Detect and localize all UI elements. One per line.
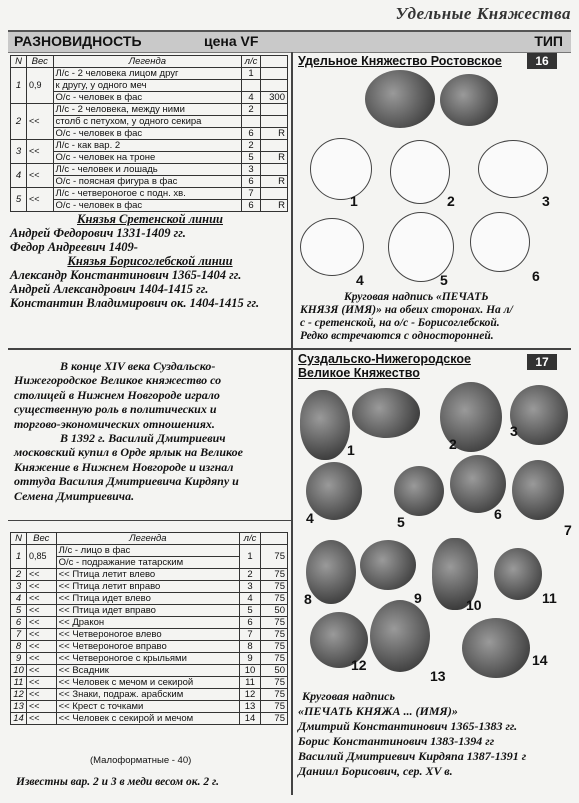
caption-line: Даниил Борисович, сер. XV в.	[298, 764, 453, 778]
coin-number: 1	[347, 442, 355, 458]
row-price: 75	[261, 581, 288, 593]
row-ls: 9	[240, 653, 261, 665]
section-17-title-line: Суздальско-Нижегородское	[298, 352, 471, 366]
col-header-legend: Легенда	[53, 56, 241, 68]
coin-number: 12	[351, 657, 367, 673]
row-price	[261, 140, 288, 152]
row-price	[261, 116, 288, 128]
row-weight: <<	[27, 581, 57, 593]
coin-photo	[306, 540, 356, 604]
coin-number: 11	[542, 590, 557, 606]
table-footnote: (Малоформатные - 40)	[90, 755, 192, 766]
row-ls: 7	[242, 188, 261, 200]
prince-line: Федор Андреевич 1409-	[10, 240, 138, 254]
row-weight: <<	[27, 140, 54, 164]
coin-number: 4	[356, 272, 364, 288]
section-17-title	[298, 352, 471, 380]
table-row	[11, 164, 288, 176]
row-ls: 3	[242, 164, 261, 176]
coin-number: 3	[510, 423, 518, 439]
row-price: 75	[261, 569, 288, 581]
coin-number: 7	[564, 522, 572, 538]
row-ls: 6	[242, 128, 261, 140]
col-header-ls: л/с	[242, 56, 261, 68]
coin-photo	[352, 388, 420, 438]
row-price	[261, 80, 288, 92]
row-number: 2	[11, 104, 27, 140]
row-legend: << Знаки, подраж. арабским	[56, 689, 239, 701]
table-row	[11, 188, 288, 200]
row-price	[261, 104, 288, 116]
history-line: московский купил в Орде ярлык на Великое	[14, 445, 243, 460]
row-weight: <<	[27, 605, 57, 617]
coin-number: 10	[466, 597, 482, 613]
coin-number: 1	[350, 193, 358, 209]
table-row	[11, 689, 288, 701]
col-header-weight: Вес	[27, 533, 57, 545]
row-legend: << Крест с точками	[56, 701, 239, 713]
princes-list	[10, 212, 290, 310]
table-row	[11, 629, 288, 641]
row-ls	[242, 80, 261, 92]
coin-number: 6	[494, 506, 502, 522]
row-weight: <<	[27, 665, 57, 677]
row-ls: 6	[240, 617, 261, 629]
row-price: 75	[261, 629, 288, 641]
row-price: 75	[261, 545, 288, 569]
row-legend: Л/с - 2 человека лицом друг	[53, 68, 241, 80]
row-legend: << Птица идет влево	[56, 593, 239, 605]
table-row	[11, 665, 288, 677]
prince-line: Константин Владимирович ок. 1404-1415 гг.	[10, 296, 260, 310]
row-ls: 6	[242, 176, 261, 188]
coin-number: 9	[414, 590, 422, 606]
row-weight: <<	[27, 569, 57, 581]
row-number: 5	[11, 605, 27, 617]
rostov-caption	[300, 291, 570, 343]
row-ls: 14	[240, 713, 261, 725]
bar-label-price: цена VF	[204, 33, 259, 49]
col-header-ls: л/с	[240, 533, 261, 545]
coin-number: 13	[430, 668, 446, 684]
coin-drawing	[390, 140, 450, 204]
variety-table-rostov	[10, 55, 288, 212]
row-number: 13	[11, 701, 27, 713]
row-legend: << Птица летит вправо	[56, 581, 239, 593]
coin-drawing	[310, 138, 372, 200]
coin-number: 14	[532, 652, 548, 668]
history-line: торгово-экономических отношениях.	[14, 416, 215, 431]
table-row	[11, 140, 288, 152]
row-price: R	[261, 128, 288, 140]
row-legend: О/с - человек в фас	[53, 92, 241, 104]
variety-table-suzdal	[10, 532, 288, 725]
prince-line: Андрей Федорович 1331-1409 гг.	[10, 226, 186, 240]
section-16-badge: 16	[527, 53, 557, 69]
row-ls: 4	[240, 593, 261, 605]
row-number: 4	[11, 164, 27, 188]
table-row	[11, 593, 288, 605]
princes-heading-borisogleb: Князья Борисоглебской линии	[67, 254, 233, 268]
row-price: 300	[261, 92, 288, 104]
bar-label-variety: РАЗНОВИДНОСТЬ	[14, 33, 142, 49]
row-weight: <<	[27, 593, 57, 605]
row-price: R	[261, 152, 288, 164]
coin-number: 8	[304, 591, 312, 607]
coin-drawing	[300, 218, 364, 276]
row-legend: << Человек с мечом и секирой	[56, 677, 239, 689]
row-legend: << Четвероногое вправо	[56, 641, 239, 653]
history-line: В 1392 г. Василий Дмитриевич	[60, 431, 226, 446]
row-price: R	[261, 200, 288, 212]
row-price: 50	[261, 665, 288, 677]
caption-line: с - сретенской, на о/с - Борисоглебской.	[300, 317, 500, 329]
history-line: столицей в Нижнем Новгороде играло	[14, 387, 220, 402]
coin-number: 2	[447, 193, 455, 209]
coin-number: 5	[397, 514, 405, 530]
row-number: 14	[11, 713, 27, 725]
coin-number: 5	[440, 272, 448, 288]
coin-photo	[494, 548, 542, 600]
caption-line: Круговая надпись	[302, 689, 395, 703]
suzdal-caption	[298, 689, 574, 779]
coin-photo	[365, 70, 435, 128]
col-header-price	[261, 56, 288, 68]
coin-photo	[370, 600, 430, 672]
row-weight: 0,85	[27, 545, 57, 569]
row-legend: О/с - поясная фигура в фас	[53, 176, 241, 188]
row-ls: 11	[240, 677, 261, 689]
row-legend: << Птица идет вправо	[56, 605, 239, 617]
row-number: 7	[11, 629, 27, 641]
table-row	[11, 713, 288, 725]
bar-label-type: ТИП	[534, 33, 563, 49]
table-row	[11, 104, 288, 116]
coin-photo	[360, 540, 416, 590]
table-row	[11, 545, 288, 557]
row-number: 8	[11, 641, 27, 653]
col-header-price	[261, 533, 288, 545]
bottom-note: Известны вар. 2 и 3 в меди весом ок. 2 г.	[16, 776, 219, 788]
row-ls: 1	[240, 545, 261, 569]
row-weight: <<	[27, 617, 57, 629]
row-ls: 5	[240, 605, 261, 617]
row-price: 75	[261, 653, 288, 665]
coin-photo	[306, 462, 362, 520]
coin-number: 2	[449, 436, 457, 452]
history-text	[14, 359, 288, 503]
row-ls: 2	[242, 140, 261, 152]
coin-photo	[300, 390, 350, 460]
row-weight: <<	[27, 641, 57, 653]
caption-line: Круговая надпись «ПЕЧАТЬ	[344, 291, 489, 303]
section-17-badge: 17	[527, 354, 557, 370]
row-ls: 3	[240, 581, 261, 593]
section-16-title: Удельное Княжество Ростовское	[298, 54, 502, 68]
row-weight: <<	[27, 188, 54, 212]
row-ls: 5	[242, 152, 261, 164]
row-ls: 1	[242, 68, 261, 80]
row-legend: << Дракон	[56, 617, 239, 629]
row-number: 1	[11, 68, 27, 104]
divider-top-vertical	[291, 52, 293, 348]
row-weight: 0,9	[27, 68, 54, 104]
row-number: 2	[11, 569, 27, 581]
row-legend: О/с - человек на троне	[53, 152, 241, 164]
row-number: 5	[11, 188, 27, 212]
row-price: 75	[261, 689, 288, 701]
coin-photo	[394, 466, 444, 516]
col-header-weight: Вес	[27, 56, 54, 68]
row-ls: 4	[242, 92, 261, 104]
coin-number: 4	[306, 510, 314, 526]
row-ls: 6	[242, 200, 261, 212]
row-price: 75	[261, 677, 288, 689]
princes-heading-sretensk: Князья Сретенской линии	[77, 212, 223, 226]
history-line: существенную роль в политических и	[14, 402, 217, 417]
row-number: 9	[11, 653, 27, 665]
coin-photo	[462, 618, 530, 678]
caption-line: КНЯЗЯ (ИМЯ)» на обеих сторонах. На л/	[300, 304, 513, 316]
caption-line: Борис Константинович 1383-1394 гг	[298, 734, 495, 748]
row-legend: Л/с - лицо в фас	[56, 545, 239, 557]
row-legend: Л/с - четвероногое с подн. хв.	[53, 188, 241, 200]
row-price: 75	[261, 593, 288, 605]
caption-line: Дмитрий Константинович 1365-1383 гг.	[298, 719, 518, 733]
table-row	[11, 677, 288, 689]
section-header-bar	[8, 30, 571, 53]
row-legend: << Птица летит влево	[56, 569, 239, 581]
history-line: Княжение в Нижнем Новгороде и изгнал	[14, 459, 234, 474]
coin-number: 6	[532, 268, 540, 284]
row-legend: << Четвероногое с крыльями	[56, 653, 239, 665]
row-legend: О/с - человек в фас	[53, 200, 241, 212]
text-table-divider	[8, 520, 291, 521]
row-ls: 13	[240, 701, 261, 713]
table-row	[11, 569, 288, 581]
row-ls: 2	[242, 104, 261, 116]
caption-line: «ПЕЧАТЬ КНЯЖА ... (ИМЯ)»	[298, 704, 458, 718]
row-number: 1	[11, 545, 27, 569]
coin-number: 3	[542, 193, 550, 209]
row-legend: О/с - подражание татарским	[56, 557, 239, 569]
row-ls: 2	[240, 569, 261, 581]
row-price: 75	[261, 701, 288, 713]
coin-photo	[440, 74, 498, 126]
row-price: R	[261, 176, 288, 188]
history-line: В конце XIV века Суздальско-	[60, 359, 216, 373]
row-ls: 10	[240, 665, 261, 677]
coin-photo	[512, 460, 564, 520]
row-legend: О/с - человек в фас	[53, 128, 241, 140]
history-line: Нижегородское Великое княжество со	[14, 373, 222, 388]
row-ls: 7	[240, 629, 261, 641]
col-header-n: N	[11, 56, 27, 68]
prince-line: Андрей Александрович 1404-1415 гг.	[10, 282, 209, 296]
row-weight: <<	[27, 629, 57, 641]
row-price	[261, 188, 288, 200]
row-legend: << Всадник	[56, 665, 239, 677]
caption-line: Редко встречаются с односторонней.	[300, 330, 494, 342]
row-price: 75	[261, 713, 288, 725]
coin-photo	[510, 385, 568, 445]
row-legend: Л/с - человек и лошадь	[53, 164, 241, 176]
row-legend: << Четвероногое влево	[56, 629, 239, 641]
history-line: оттуда Василия Дмитриевича Кирдяпу и	[14, 474, 239, 489]
table-row	[11, 701, 288, 713]
row-legend: Л/с - как вар. 2	[53, 140, 241, 152]
row-ls: 12	[240, 689, 261, 701]
col-header-n: N	[11, 533, 27, 545]
row-weight: <<	[27, 689, 57, 701]
coin-photo	[450, 455, 506, 513]
coin-drawing	[478, 140, 548, 198]
table-row	[11, 581, 288, 593]
row-weight: <<	[27, 653, 57, 665]
table-row	[11, 641, 288, 653]
row-number: 4	[11, 593, 27, 605]
row-price: 75	[261, 617, 288, 629]
divider-bottom-vertical	[291, 350, 293, 795]
row-number: 11	[11, 677, 27, 689]
row-weight: <<	[27, 164, 54, 188]
row-weight: <<	[27, 677, 57, 689]
row-price	[261, 68, 288, 80]
prince-line: Александр Константинович 1365-1404 гг.	[10, 268, 242, 282]
row-legend: Л/с - 2 человека, между ними	[53, 104, 241, 116]
row-legend: << Человек с секирой и мечом	[56, 713, 239, 725]
table-row	[11, 617, 288, 629]
row-price: 75	[261, 641, 288, 653]
row-weight: <<	[27, 701, 57, 713]
table-row	[11, 68, 288, 80]
history-line: Семена Дмитриевича.	[14, 488, 135, 503]
row-number: 3	[11, 581, 27, 593]
table-row	[11, 605, 288, 617]
row-price: 50	[261, 605, 288, 617]
row-number: 12	[11, 689, 27, 701]
row-legend: к другу, у одного меч	[53, 80, 241, 92]
row-ls: 8	[240, 641, 261, 653]
row-ls	[242, 116, 261, 128]
col-header-legend: Легенда	[56, 533, 239, 545]
row-number: 10	[11, 665, 27, 677]
caption-line: Василий Дмитриевич Кирдяпа 1387-1391 г	[298, 749, 527, 763]
coin-drawing	[470, 212, 530, 272]
row-price	[261, 164, 288, 176]
running-header-title: Удельные Княжества	[395, 4, 571, 23]
row-number: 3	[11, 140, 27, 164]
row-number: 6	[11, 617, 27, 629]
table-row	[11, 653, 288, 665]
row-weight: <<	[27, 104, 54, 140]
section-17-title-line: Великое Княжество	[298, 366, 420, 380]
divider-horizontal	[8, 348, 571, 350]
row-weight: <<	[27, 713, 57, 725]
row-legend: столб с петухом, у одного секира	[53, 116, 241, 128]
